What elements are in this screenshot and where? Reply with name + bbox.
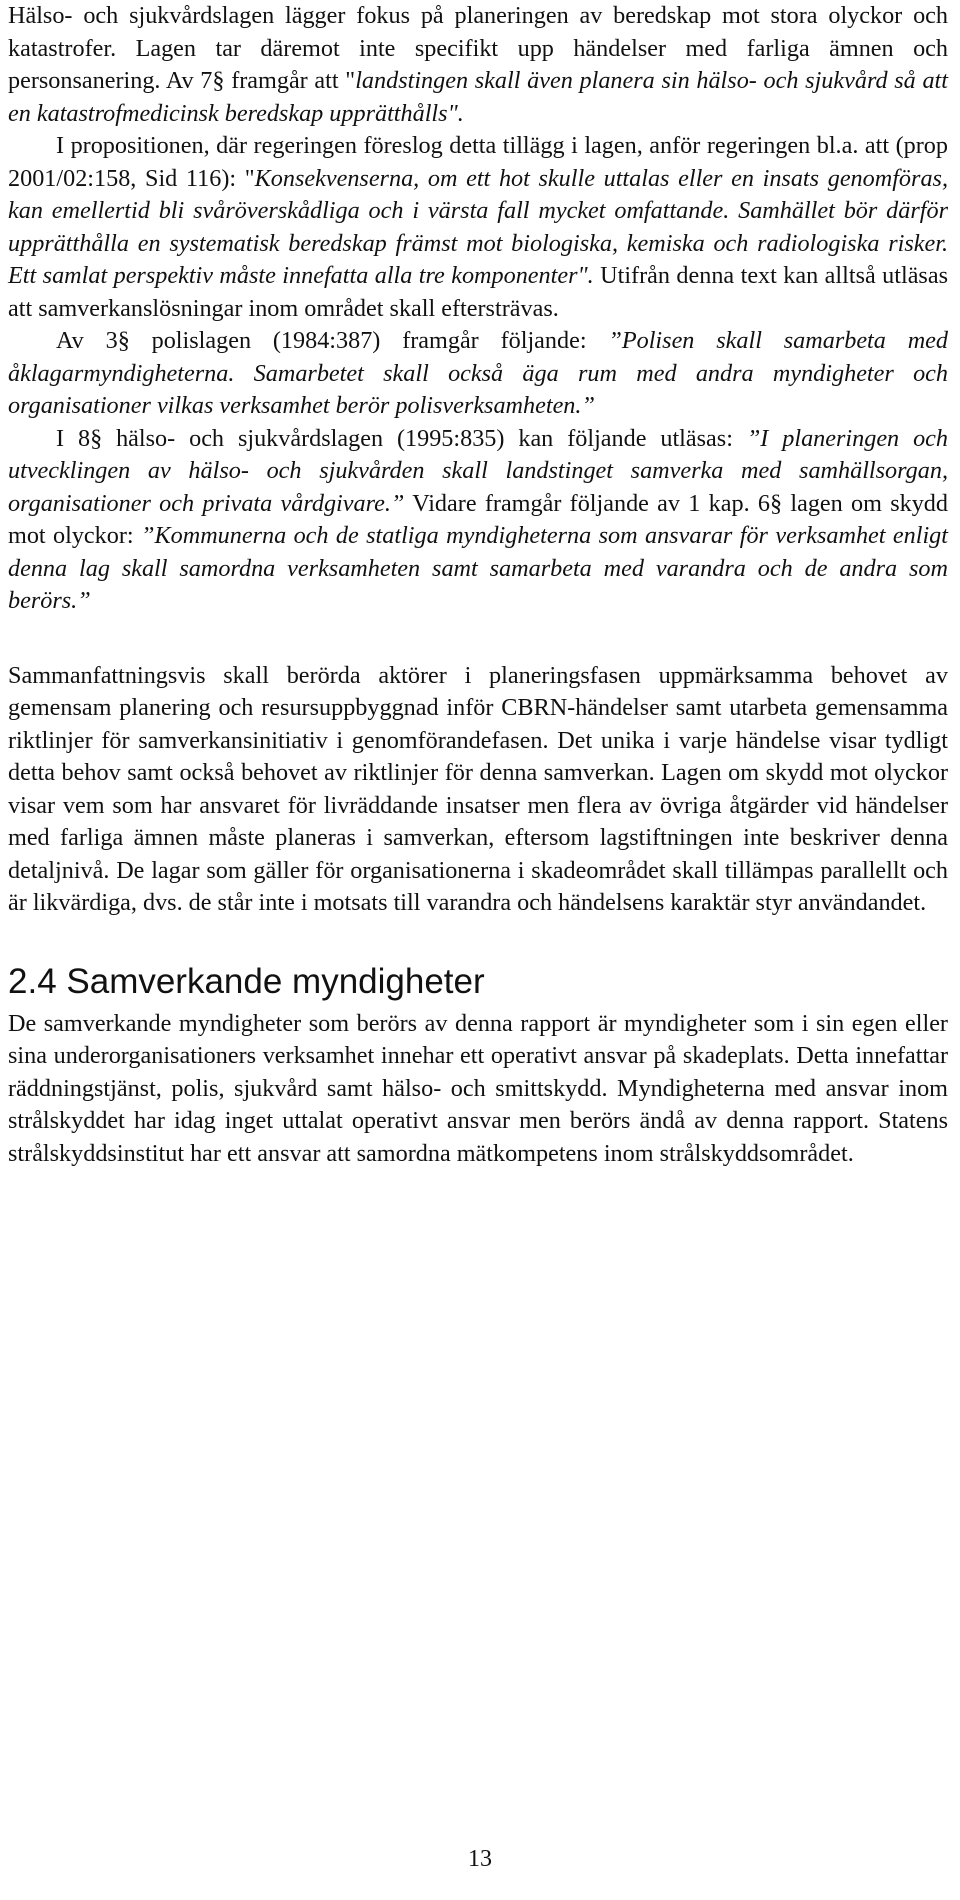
paragraph-healthcare-law: [8, 0, 948, 130]
paragraph-police-law: [8, 325, 948, 423]
spacer: [8, 618, 948, 660]
paragraph-summary: Sammanfattningsvis skall berörda aktörer i planeringsfasen uppmärksamma behovet av gemensam planering och resursuppbyggnad inför CBRN-händelser samt utarbeta gemensamma riktlinjer för samverkansinitiativ i genomförandefasen. Det unika i varje händelse visar tydligt detta behov samt också behovet av riktlinjer för denna samverkan. Lagen om skydd mot olyckor visar vem som har ansvaret för livräddande insatser men flera av övriga åtgärder vid händelser med farliga ämnen måste planeras i samverkan, eftersom lagstiftningen inte beskriver denna detaljnivå. De lagar som gäller för organisationerna i skadeområdet skall tillämpas parallellt och är likvärdiga, dvs. de står inte i motsats till varandra och händelsens karaktär styr användandet.: [8, 661, 948, 916]
page-number: 13: [468, 1846, 492, 1872]
paragraph-proposition: [8, 130, 948, 325]
quote-text: ”Kommunerna och de statliga myndigheterna som ansvarar för verksamhet enligt denna lag skall samordna verksamheten samt samarbeta med varandra och de andra som berörs.”: [8, 522, 948, 614]
paragraph-text: Av 3§ polislagen (1984:387) framgår följande:: [56, 327, 609, 354]
paragraph-text: Utifrån denna text kan alltså utläsas att samverkanslösningar inom området skall eftersträvas.: [8, 262, 948, 322]
section-heading: 2.4 Samverkande myndigheter: [8, 961, 485, 1001]
paragraph-text: Hälso- och sjukvårdslagen lägger fokus på planeringen av beredskap mot stora olyckor och katastrofer. Lagen tar däremot inte specifikt upp händelser med farliga ämnen och personsanering. Av 7§ framgår att ": [8, 2, 948, 94]
paragraph-health-law-section-8: [8, 423, 948, 618]
quote-text: ”I planeringen och utvecklingen av hälso- och sjukvården skall landstinget samverka med samhällsorgan, organisationer och privata vårdgivare.”: [8, 424, 948, 517]
paragraph-text: I 8§ hälso- och sjukvårdslagen (1995:835) kan följande utläsas:: [56, 424, 747, 452]
quote-text: Konsekvenserna, om ett hot skulle uttalas eller en insats genomföras, kan emellertid bli svåröverskådliga och i värsta fall mycket omfattande. Samhället bör därför upprätthålla en systematisk beredskap främst mot biologiska, kemiska och radiologiska risker. Ett samlat perspektiv måste innefatta alla tre komponenter".: [8, 164, 948, 289]
paragraph-text: I propositionen, där regeringen föreslog detta tillägg i lagen, anför regeringen bl.a. att (prop 2001/02:158, Sid 116): ": [8, 132, 948, 192]
paragraph-text: Vidare framgår följande av 1 kap. 6§ lagen om skydd mot olyckor:: [8, 489, 948, 549]
quote-text: landstingen skall även planera sin hälso- och sjukvård så att en katastrofmedicinsk beredskap upprätthålls".: [8, 67, 948, 127]
quote-text: ”Polisen skall samarbeta med åklagarmyndigheterna. Samarbetet skall också äga rum med andra myndigheter och organisationer vilkas verksamhet berör polisverksamheten.”: [8, 327, 949, 419]
paragraph-collaborating-agencies: De samverkande myndigheter som berörs av denna rapport är myndigheter som i sin egen eller sina underorganisationers verksamhet innehar ett operativt ansvar på skadeplats. Detta innefattar räddningstjänst, polis, sjukvård samt hälso- och smittskydd. Myndigheterna med ansvar inom strålskyddet har idag inget uttalat operativt ansvar men berörs ändå av denna rapport. Statens strålskyddsinstitut har ett ansvar att samordna mätkompetens inom strålskyddsområdet.: [8, 1009, 948, 1167]
document-page: [8, 0, 948, 1170]
spacer: [8, 920, 948, 962]
